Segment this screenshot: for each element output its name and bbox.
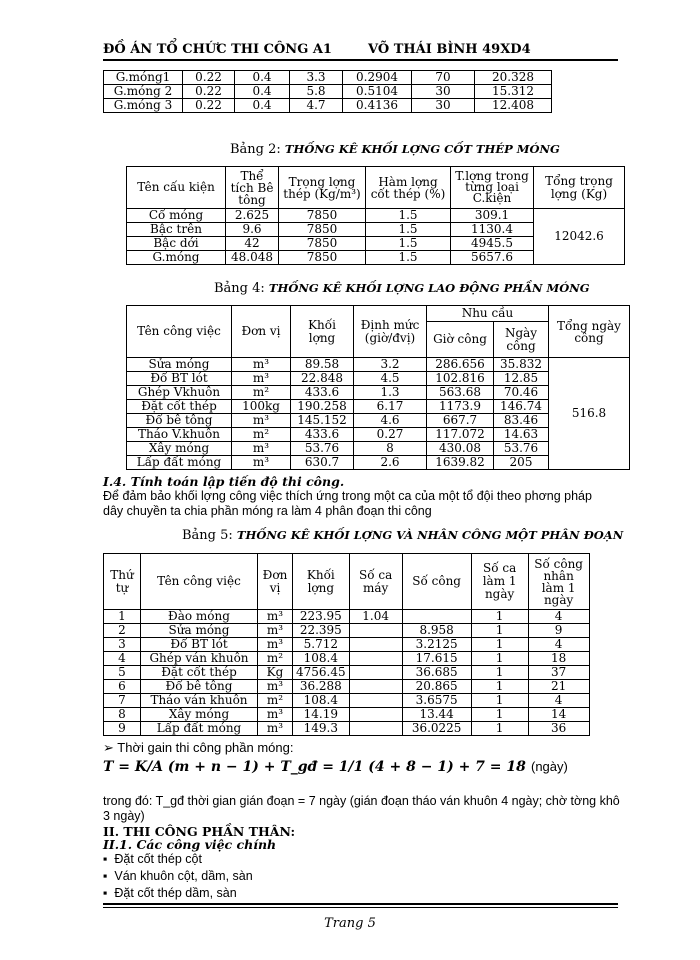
t2-cell: 7850 — [279, 223, 366, 237]
arrow-bullet-icon: ➢ — [103, 740, 114, 755]
t1-row — [104, 99, 552, 113]
t5-cell — [349, 624, 402, 638]
t5-cell: 6 — [104, 680, 141, 694]
t5-cell: 223.95 — [293, 610, 350, 624]
t1-cell: 0.4 — [235, 85, 290, 99]
t5-cell: 1 — [471, 610, 528, 624]
t5-cell — [402, 610, 471, 624]
t4-cell: Xây móng — [127, 442, 232, 456]
t4-cell: 205 — [494, 456, 549, 470]
t5-cell: 1 — [471, 708, 528, 722]
t5-cell — [349, 694, 402, 708]
duration-formula: T = K/A (m + n − 1) + T_gđ = 1/1 (4 + 8 − 1) + 7 = 18 — [103, 759, 526, 775]
t5-header: Số công — [402, 554, 471, 610]
t5-cell: Đặt cốt thép — [141, 666, 258, 680]
t5-cell: 8.958 — [402, 624, 471, 638]
t1-cell: 0.4 — [235, 99, 290, 113]
t1-cell: 5.8 — [290, 85, 343, 99]
t5-row — [104, 722, 590, 736]
t5-cell: Đào móng — [141, 610, 258, 624]
t4-cell: 667.7 — [427, 414, 494, 428]
t5-cell: 36.0225 — [402, 722, 471, 736]
t4-cell: m³ — [232, 372, 291, 386]
t5-row — [104, 680, 590, 694]
t5-header: Số ca làm 1 ngày — [471, 554, 528, 610]
t5-cell: 7 — [104, 694, 141, 708]
t1-row — [104, 71, 552, 85]
t5-header: Khối lợng — [293, 554, 350, 610]
t4-cell: 117.072 — [427, 428, 494, 442]
section2-sub: II.1. Các công việc chính — [103, 837, 277, 852]
t2-header: T.lợng trong từng loại C.kiện — [451, 167, 534, 209]
t5-cell — [349, 722, 402, 736]
t4-cell: 53.76 — [291, 442, 354, 456]
t2-header: Tổng trọng lợng (Kg) — [534, 167, 625, 209]
t2-cell: 1130.4 — [451, 223, 534, 237]
section14-para2: dây chuyền ta chia phần móng ra làm 4 phân đoạn thi công — [103, 504, 432, 518]
t5-cell: 20.865 — [402, 680, 471, 694]
t5-cell: 9 — [528, 624, 589, 638]
t4-cell: 83.46 — [494, 414, 549, 428]
t2-cell: 1.5 — [366, 251, 451, 265]
t5-cell: 36 — [528, 722, 589, 736]
t4-header: Tổng ngày công — [549, 306, 630, 358]
t5-cell: Kg — [258, 666, 293, 680]
t5-cell: 1 — [471, 680, 528, 694]
t5-cell: 1 — [471, 652, 528, 666]
table4-caption: Bảng 4: THỐNG KÊ KHỐI LỢNG LAO ĐỘNG PHẦN MÓNG — [214, 281, 590, 296]
t4-cell: Ghép Vkhuôn — [127, 386, 232, 400]
t1-cell: 0.4136 — [343, 99, 412, 113]
t5-cell: 149.3 — [293, 722, 350, 736]
t5-cell: 17.615 — [402, 652, 471, 666]
t2-header: Tên cấu kiện — [127, 167, 226, 209]
t5-cell: Sửa móng — [141, 624, 258, 638]
duration-note1: trong đó: T_gđ thời gian gián đoạn = 7 ngày (gián đoạn tháo ván khuôn 4 ngày; chờ tờng khô — [103, 794, 620, 808]
t5-cell: 37 — [528, 666, 589, 680]
t5-cell: 3.2125 — [402, 638, 471, 652]
t2-cell: G.móng — [127, 251, 226, 265]
t5-cell: 2 — [104, 624, 141, 638]
t4-cell: 22.848 — [291, 372, 354, 386]
t2-cell: 1.5 — [366, 237, 451, 251]
footer-rule — [103, 907, 618, 908]
t4-cell: 1173.9 — [427, 400, 494, 414]
t5-cell: m² — [258, 694, 293, 708]
t5-cell: 1 — [471, 722, 528, 736]
t5-cell: Xây móng — [141, 708, 258, 722]
t5-header: Tên công việc — [141, 554, 258, 610]
t5-cell: 108.4 — [293, 694, 350, 708]
t1-cell: 0.5104 — [343, 85, 412, 99]
t5-cell: m³ — [258, 708, 293, 722]
t5-header: Đơn vị — [258, 554, 293, 610]
t4-cell: 190.258 — [291, 400, 354, 414]
table5-caption: Bảng 5: THỐNG KÊ KHỐI LỢNG VÀ NHÂN CÔNG MỘT PHÂN ĐOẠN — [182, 528, 624, 543]
t1-cell: 30 — [412, 99, 475, 113]
header-rule — [103, 59, 618, 61]
t5-cell: Lấp đất móng — [141, 722, 258, 736]
t2-header: Trọng lợng thép (Kg/m³) — [279, 167, 366, 209]
t1-cell: 0.2904 — [343, 71, 412, 85]
t4-cell: 146.74 — [494, 400, 549, 414]
t4-header: Giờ công — [427, 322, 494, 358]
t1-cell: 4.7 — [290, 99, 343, 113]
t1-cell: 0.22 — [183, 99, 235, 113]
t5-cell — [349, 708, 402, 722]
t4-cell: Lấp đất móng — [127, 456, 232, 470]
t4-cell: 8 — [354, 442, 427, 456]
t1-row — [104, 85, 552, 99]
square-bullet-icon: ▪ — [103, 886, 108, 900]
t1-cell: 0.22 — [183, 71, 235, 85]
t5-cell: 22.395 — [293, 624, 350, 638]
t1-cell: 0.4 — [235, 71, 290, 85]
t4-cell: 4.5 — [354, 372, 427, 386]
t5-cell: Đổ BT lót — [141, 638, 258, 652]
t5-row — [104, 708, 590, 722]
t1-cell: 30 — [412, 85, 475, 99]
t4-cell: 70.46 — [494, 386, 549, 400]
t5-cell: 1 — [471, 666, 528, 680]
t4-cell: 1639.82 — [427, 456, 494, 470]
t5-cell: 21 — [528, 680, 589, 694]
t5-cell: 108.4 — [293, 652, 350, 666]
t2-header: Thể tích Bê tông — [226, 167, 279, 209]
t5-cell: 5 — [104, 666, 141, 680]
t5-row — [104, 652, 590, 666]
t2-cell: 5657.6 — [451, 251, 534, 265]
t5-cell: 4 — [528, 610, 589, 624]
t4-cell: 430.08 — [427, 442, 494, 456]
t4-cell: m³ — [232, 358, 291, 372]
t2-cell: 309.1 — [451, 209, 534, 223]
t2-cell: 9.6 — [226, 223, 279, 237]
square-bullet-icon: ▪ — [103, 869, 108, 883]
t5-cell: 9 — [104, 722, 141, 736]
section14-para1: Để đảm bảo khối lợng công việc thích ứng trong một ca của một tổ đội theo phơng pháp — [103, 489, 592, 503]
t5-cell — [349, 666, 402, 680]
t5-cell: 13.44 — [402, 708, 471, 722]
t4-cell: 3.2 — [354, 358, 427, 372]
t2-cell: 1.5 — [366, 209, 451, 223]
t2-cell: 7850 — [279, 237, 366, 251]
t2-cell: 7850 — [279, 251, 366, 265]
t4-cell: Tháo V.khuôn — [127, 428, 232, 442]
t5-header: Số ca máy — [349, 554, 402, 610]
duration-formula-row — [103, 756, 568, 775]
t1-cell: 70 — [412, 71, 475, 85]
t2-cell: Bậc trên — [127, 223, 226, 237]
t4-header: Nhu cầu — [427, 306, 549, 322]
t1-cell: 20.328 — [475, 71, 552, 85]
t2-cell: 48.048 — [226, 251, 279, 265]
t4-cell: Đổ BT lót — [127, 372, 232, 386]
t5-cell: 5.712 — [293, 638, 350, 652]
t5-cell: 3.6575 — [402, 694, 471, 708]
t5-cell: m³ — [258, 680, 293, 694]
t4-total: 516.8 — [549, 358, 630, 470]
t4-cell: m² — [232, 428, 291, 442]
t4-cell: 563.68 — [427, 386, 494, 400]
t5-cell: 4756.45 — [293, 666, 350, 680]
t5-cell: Đổ bê tông — [141, 680, 258, 694]
t5-cell — [349, 680, 402, 694]
table5 — [103, 553, 590, 736]
t4-cell: m³ — [232, 456, 291, 470]
t5-cell: 3 — [104, 638, 141, 652]
t4-cell: Đổ bê tông — [127, 414, 232, 428]
t5-cell: 36.288 — [293, 680, 350, 694]
t4-cell: 630.7 — [291, 456, 354, 470]
t4-cell: m² — [232, 386, 291, 400]
bullet-item: ▪ Đặt cốt thép dầm, sàn — [103, 886, 237, 900]
t4-cell: 433.6 — [291, 428, 354, 442]
footer-rule — [103, 903, 618, 905]
t1-cell: G.móng1 — [104, 71, 183, 85]
t4-cell: 35.832 — [494, 358, 549, 372]
t1-cell: 12.408 — [475, 99, 552, 113]
table2-caption: Bảng 2: THỐNG KÊ KHỐI LỢNG CỐT THÉP MÓNG — [230, 142, 560, 157]
t4-cell: 100kg — [232, 400, 291, 414]
t2-cell: 7850 — [279, 209, 366, 223]
table1 — [103, 70, 552, 113]
t1-cell: 0.22 — [183, 85, 235, 99]
page-number: Trang 5 — [324, 916, 376, 931]
duration-note2: 3 ngày) — [103, 809, 145, 823]
t2-header: Hàm lợng cốt thép (%) — [366, 167, 451, 209]
t4-cell: 14.63 — [494, 428, 549, 442]
t5-cell: Ghép ván khuôn — [141, 652, 258, 666]
section2-heading: II. THI CÔNG PHẦN THÂN: — [103, 824, 296, 839]
t4-cell: m³ — [232, 414, 291, 428]
t4-cell: 433.6 — [291, 386, 354, 400]
duration-line: ➢ Thời gain thi công phần móng: — [103, 740, 294, 755]
duration-unit: (ngày) — [530, 759, 568, 774]
t2-total: 12042.6 — [534, 209, 625, 265]
t4-header: Khối lợng — [291, 306, 354, 358]
t5-cell: 8 — [104, 708, 141, 722]
t5-cell: m³ — [258, 610, 293, 624]
t5-row — [104, 694, 590, 708]
t4-cell: Đặt cốt thép — [127, 400, 232, 414]
t5-row — [104, 638, 590, 652]
t5-cell: 4 — [528, 638, 589, 652]
t1-cell: 15.312 — [475, 85, 552, 99]
t2-cell: 2.625 — [226, 209, 279, 223]
t4-header: Tên công việc — [127, 306, 232, 358]
t4-cell: 4.6 — [354, 414, 427, 428]
t4-header: Ngày công — [494, 322, 549, 358]
t2-cell: Bậc dới — [127, 237, 226, 251]
table4 — [126, 305, 630, 470]
t5-cell: 1 — [471, 638, 528, 652]
t5-header: Số công nhân làm 1 ngày — [528, 554, 589, 610]
header-right: VÕ THÁI BÌNH 49XD4 — [368, 42, 531, 57]
t5-cell — [349, 652, 402, 666]
bullet-item: ▪ Đặt cốt thép cột — [103, 852, 202, 866]
t5-cell: 14.19 — [293, 708, 350, 722]
t4-cell: 145.152 — [291, 414, 354, 428]
t5-cell: 36.685 — [402, 666, 471, 680]
t4-cell: 0.27 — [354, 428, 427, 442]
t4-cell: 286.656 — [427, 358, 494, 372]
t5-header: Thứ tự — [104, 554, 141, 610]
t1-cell: 3.3 — [290, 71, 343, 85]
square-bullet-icon: ▪ — [103, 852, 108, 866]
t4-cell: 53.76 — [494, 442, 549, 456]
t5-cell: 1.04 — [349, 610, 402, 624]
t5-row — [104, 666, 590, 680]
t4-cell: 1.3 — [354, 386, 427, 400]
t1-cell: G.móng 3 — [104, 99, 183, 113]
t5-cell: 18 — [528, 652, 589, 666]
t2-cell: Cổ móng — [127, 209, 226, 223]
t4-cell: 102.816 — [427, 372, 494, 386]
header-left: ĐỒ ÁN TỔ CHỨC THI CÔNG A1 — [103, 42, 332, 57]
t5-cell — [349, 638, 402, 652]
t4-cell: m³ — [232, 442, 291, 456]
t4-cell: 12.85 — [494, 372, 549, 386]
t2-cell: 1.5 — [366, 223, 451, 237]
t5-row — [104, 610, 590, 624]
t5-cell: m³ — [258, 722, 293, 736]
t5-cell: 1 — [104, 610, 141, 624]
t5-cell: 1 — [471, 694, 528, 708]
t5-cell: 4 — [104, 652, 141, 666]
t4-header: Đơn vị — [232, 306, 291, 358]
table2 — [126, 166, 625, 265]
t5-cell: m³ — [258, 638, 293, 652]
t5-cell: 4 — [528, 694, 589, 708]
t5-cell: m² — [258, 652, 293, 666]
t5-cell: m³ — [258, 624, 293, 638]
t1-cell: G.móng 2 — [104, 85, 183, 99]
t4-cell: 6.17 — [354, 400, 427, 414]
t5-cell: 1 — [471, 624, 528, 638]
t4-cell: Sửa móng — [127, 358, 232, 372]
t5-cell: 14 — [528, 708, 589, 722]
bullet-item: ▪ Ván khuôn cột, dầm, sàn — [103, 869, 253, 883]
t5-row — [104, 624, 590, 638]
t4-header: Định mức (giờ/đvị) — [354, 306, 427, 358]
t4-row — [127, 358, 630, 372]
t2-cell: 42 — [226, 237, 279, 251]
t2-cell: 4945.5 — [451, 237, 534, 251]
t4-cell: 2.6 — [354, 456, 427, 470]
t4-cell: 89.58 — [291, 358, 354, 372]
section14-heading: I.4. Tính toán lập tiến độ thi công. — [103, 474, 345, 489]
t5-cell: Tháo ván khuôn — [141, 694, 258, 708]
